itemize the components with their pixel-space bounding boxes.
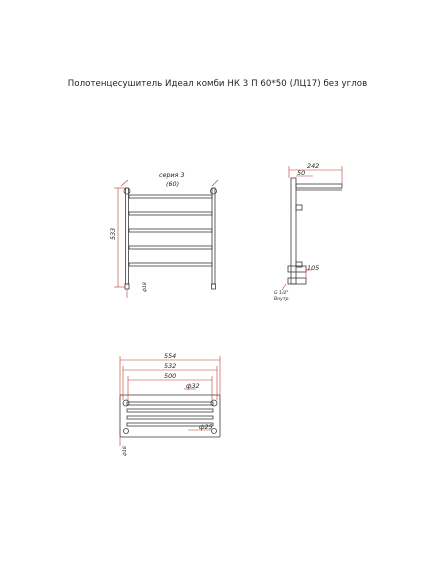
front-height-label: 533: [109, 227, 117, 240]
side-post: [291, 178, 296, 284]
top-shelf-2: [127, 409, 213, 412]
side-thread-sub: Внутр.: [274, 297, 290, 302]
front-left-outlet: [125, 284, 129, 289]
front-left-connector: [124, 188, 130, 194]
front-pipe-diameter: ф18: [143, 282, 148, 292]
top-diameter-25: ф25: [199, 423, 213, 431]
top-width-total: 554: [164, 352, 177, 360]
page-title: Полотенцесушитель Идеал комби НК 3 П 60*50 (ЛЦ17) без углов: [67, 79, 368, 89]
front-right-connector: [211, 188, 217, 194]
top-pipe-diameter: ф18: [123, 446, 128, 456]
front-rung-3: [129, 229, 212, 232]
front-view: [124, 188, 217, 289]
side-bottom-offset: 105: [307, 264, 320, 272]
top-left-outlet: [124, 429, 129, 434]
front-series-label: серия 3: [159, 171, 185, 179]
side-depth-total: 242: [307, 162, 320, 170]
side-depth-shelf: 50: [297, 169, 306, 177]
top-width-inner: 500: [164, 372, 177, 380]
side-mount-top: [296, 205, 302, 210]
front-rung-1: [129, 195, 212, 198]
front-series-sub: (60): [166, 180, 180, 188]
front-rung-2: [129, 212, 212, 215]
side-shelf: [296, 184, 342, 188]
side-thread-label: G 1/2": [274, 291, 289, 296]
front-right-outlet: [212, 284, 216, 289]
front-left-post: [126, 188, 129, 284]
top-left-connector: [123, 400, 129, 406]
top-diameter-32: ф32: [186, 382, 200, 390]
front-rung-5: [129, 263, 212, 266]
top-shelf-1: [127, 402, 213, 405]
top-shelf-3: [127, 416, 213, 419]
top-width-mid: 532: [164, 362, 177, 370]
top-right-connector: [211, 400, 217, 406]
front-right-post: [212, 188, 215, 284]
front-rung-4: [129, 246, 212, 249]
